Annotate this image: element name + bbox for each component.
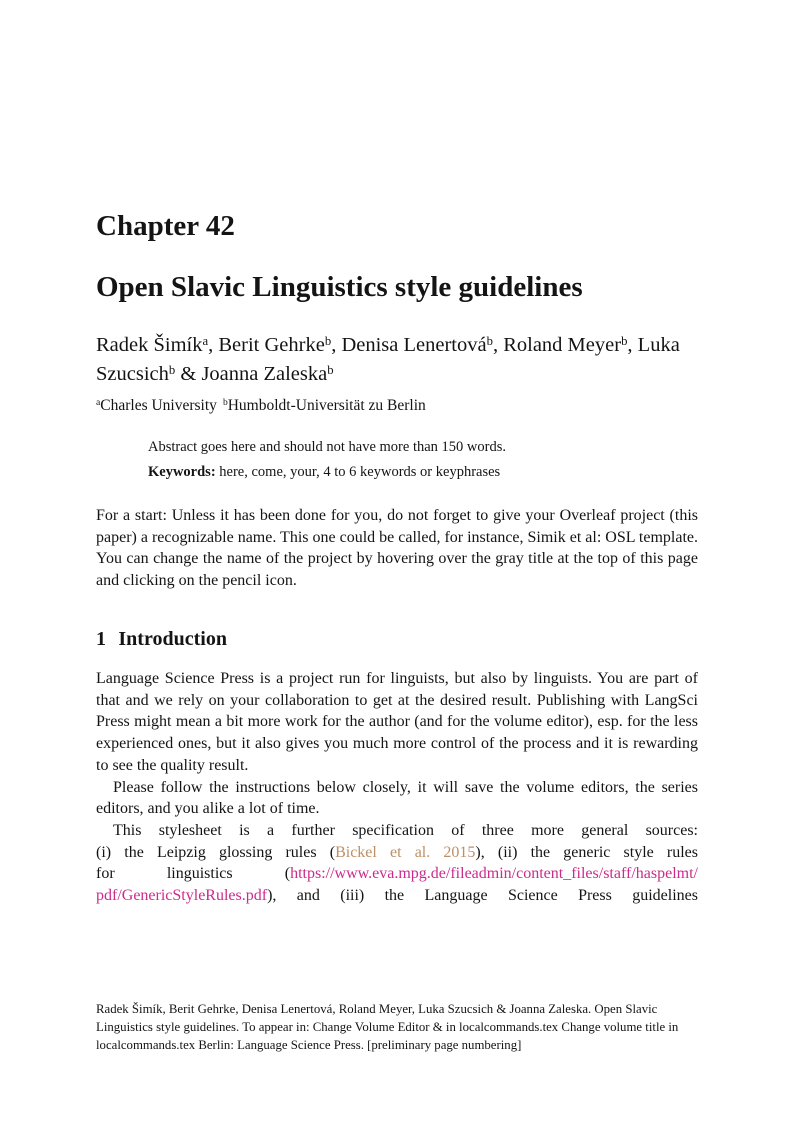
author: Berit Gehrke$^b$, bbox=[218, 333, 342, 356]
affiliation-mark: a bbox=[202, 333, 209, 348]
author: Luka Szucsich$^b$ & bbox=[96, 334, 680, 385]
section-number: 1 bbox=[96, 628, 106, 650]
citation-link[interactable]: Bickel et al. 2015 bbox=[335, 843, 476, 861]
author: Joanna Zaleska$^b$ bbox=[201, 362, 334, 385]
author-list bbox=[96, 331, 698, 389]
author: Denisa Lenertová$^b$, bbox=[341, 333, 504, 356]
paragraph: Language Science Press is a project run for linguists, but also by linguists. You are part of that and we rely on your collaboration to get at the desired result. Publishing with LangSci Press might mean a bit more work for the author (and for the volume editor), esp. for the less experienced ones, but it also gives you much more control of the process and it is rewarding to see the quality result. bbox=[96, 670, 698, 774]
author: Roland Meyer$^b$, bbox=[503, 333, 638, 356]
affiliation: $^b$Humboldt-Universität zu Berlin bbox=[222, 397, 426, 414]
abstract-block bbox=[148, 438, 646, 482]
affiliation-mark: b bbox=[486, 333, 493, 348]
affiliation-mark: a bbox=[96, 397, 101, 409]
introduction-body bbox=[96, 668, 698, 907]
author: Radek Šimík$^a$, bbox=[96, 333, 219, 356]
section-title: Introduction bbox=[118, 628, 227, 650]
affiliation-mark: b bbox=[324, 333, 332, 348]
affiliation-mark: b bbox=[222, 397, 228, 409]
note-paragraph: For a start: Unless it has been done for you, do not forget to give your Overleaf project (this paper) a recognizable name. This one could be called, for instance, Simik et al: OSL template. You can change the name of the project by hovering over the gray title at the top of this page and clicking on the pencil icon. bbox=[96, 507, 699, 590]
keywords-text: here, come, your, 4 to 6 keywords or keyphrases bbox=[215, 464, 501, 480]
chapter-heading: Chapter 42 bbox=[96, 210, 235, 242]
page-title: Open Slavic Linguistics style guidelines bbox=[96, 271, 583, 303]
abstract-text: Abstract goes here and should not have more than 150 words. bbox=[148, 439, 506, 455]
external-url-link[interactable]: https://www.eva.mpg.de/fileadmin/content_files/staff/haspelmt/ bbox=[290, 865, 698, 883]
affiliation-mark: b bbox=[327, 362, 334, 377]
affiliation-list bbox=[96, 396, 698, 416]
affiliation-mark: b bbox=[168, 362, 176, 377]
citation-footer: Radek Šimík, Berit Gehrke, Denisa Lenertová, Roland Meyer, Luka Szucsich & Joanna Zaleska. Open Slavic Linguistics style guidelines. To appear in: Change Volume Editor & in localcommands.tex Change volume title in localcommands.tex Berlin: Language Science Press. [preliminary page numbering] bbox=[96, 1002, 679, 1052]
affiliation-mark: b bbox=[621, 333, 628, 348]
paragraph: This stylesheet is a further specification of three more general sources: (i) the Leipzig glossing rules (Bickel et al. 2015), (ii) the generic style rules for linguistics (https://www.eva.mpg.de/fileadmin/content_files/staff/haspelmt/ pdf/GenericStyleRules.pdf), and (iii) the Language Science Press guidelines bbox=[96, 821, 699, 905]
keywords-line bbox=[148, 463, 646, 482]
external-url-link[interactable]: pdf/GenericStyleRules.pdf bbox=[96, 887, 268, 905]
affiliation: $^a$Charles University bbox=[96, 397, 217, 414]
section-heading bbox=[96, 626, 698, 652]
keywords-label: Keywords: bbox=[148, 464, 216, 480]
paragraph: Please follow the instructions below closely, it will save the volume editors, the series editors, and you alike a lot of time. bbox=[96, 778, 698, 818]
